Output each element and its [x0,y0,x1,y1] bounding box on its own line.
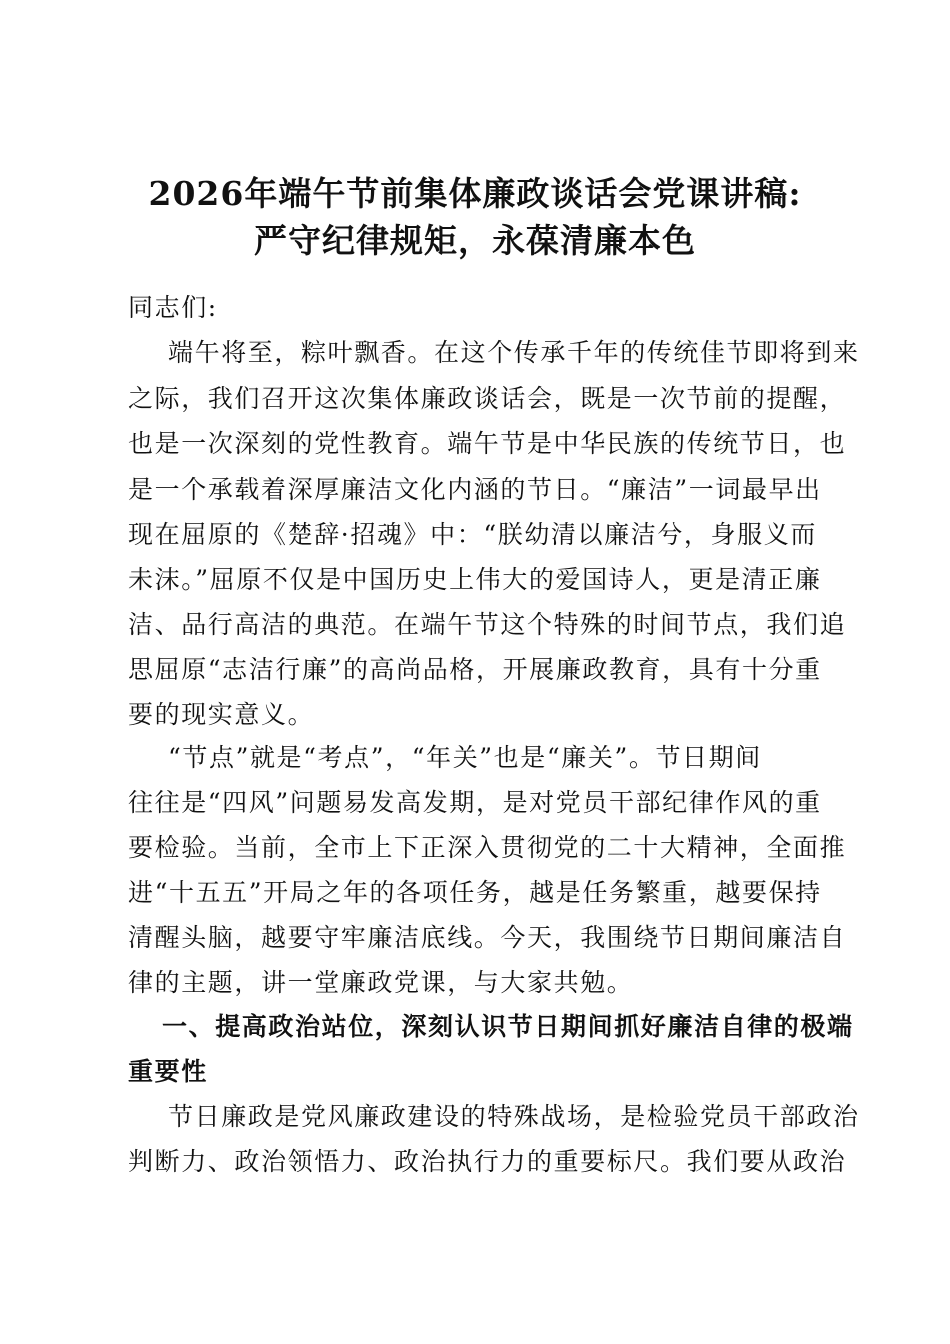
paragraph-1-line: 是一个承载着深厚廉洁文化内涵的节日。“廉洁”一词最早出 [128,475,822,504]
section-heading: 重要性 [128,1057,208,1086]
paragraph-1-line: 洁、品行高洁的典范。在端午节这个特殊的时间节点，我们追 [128,610,847,639]
paragraph-1-line: 端午将至，粽叶飘香。在这个传承千年的传统佳节即将到来 [168,338,860,367]
document-title-line-2: 严守纪律规矩，永葆清廉本色 [254,221,696,260]
paragraph-1-line: 思屈原“志洁行廉”的高尚品格，开展廉政教育，具有十分重 [128,655,822,684]
document-title-line-1: 2026年端午节前集体廉政谈话会党课讲稿: [148,174,802,213]
paragraph-2-line: 清醒头脑，越要守牢廉洁底线。今天，我围绕节日期间廉洁自 [128,923,847,952]
paragraph-2-line: 进“十五五”开局之年的各项任务，越是任务繁重，越要保持 [128,878,822,907]
paragraph-3-line: 判断力、政治领悟力、政治执行力的重要标尺。我们要从政治 [128,1147,847,1176]
paragraph-1-line: 要的现实意义。 [128,700,315,729]
paragraph-2-line: 往往是“四风”问题易发高发期，是对党员干部纪律作风的重 [128,788,822,817]
paragraph-2-line: 要检验。当前，全市上下正深入贯彻党的二十大精神，全面推 [128,833,847,862]
paragraph-3-line: 节日廉政是党风廉政建设的特殊战场，是检验党员干部政治 [168,1102,860,1131]
paragraph-1-line: 未沫。”屈原不仅是中国历史上伟大的爱国诗人，更是清正廉 [128,565,822,594]
paragraph-1-line: 现在屈原的《楚辞·招魂》中：“朕幼清以廉洁兮，身服义而 [128,520,817,549]
salutation: 同志们: [128,293,218,322]
paragraph-2-line: 律的主题，讲一堂廉政党课，与大家共勉。 [128,968,634,997]
paragraph-2-line: “节点”就是“考点”，“年关”也是“廉关”。节日期间 [168,743,762,772]
paragraph-1-line: 之际，我们召开这次集体廉政谈话会，既是一次节前的提醒， [128,384,847,413]
section-heading: 一、提高政治站位，深刻认识节日期间抓好廉洁自律的极端 [162,1012,854,1041]
paragraph-1-line: 也是一次深刻的党性教育。端午节是中华民族的传统节日，也 [128,429,847,458]
